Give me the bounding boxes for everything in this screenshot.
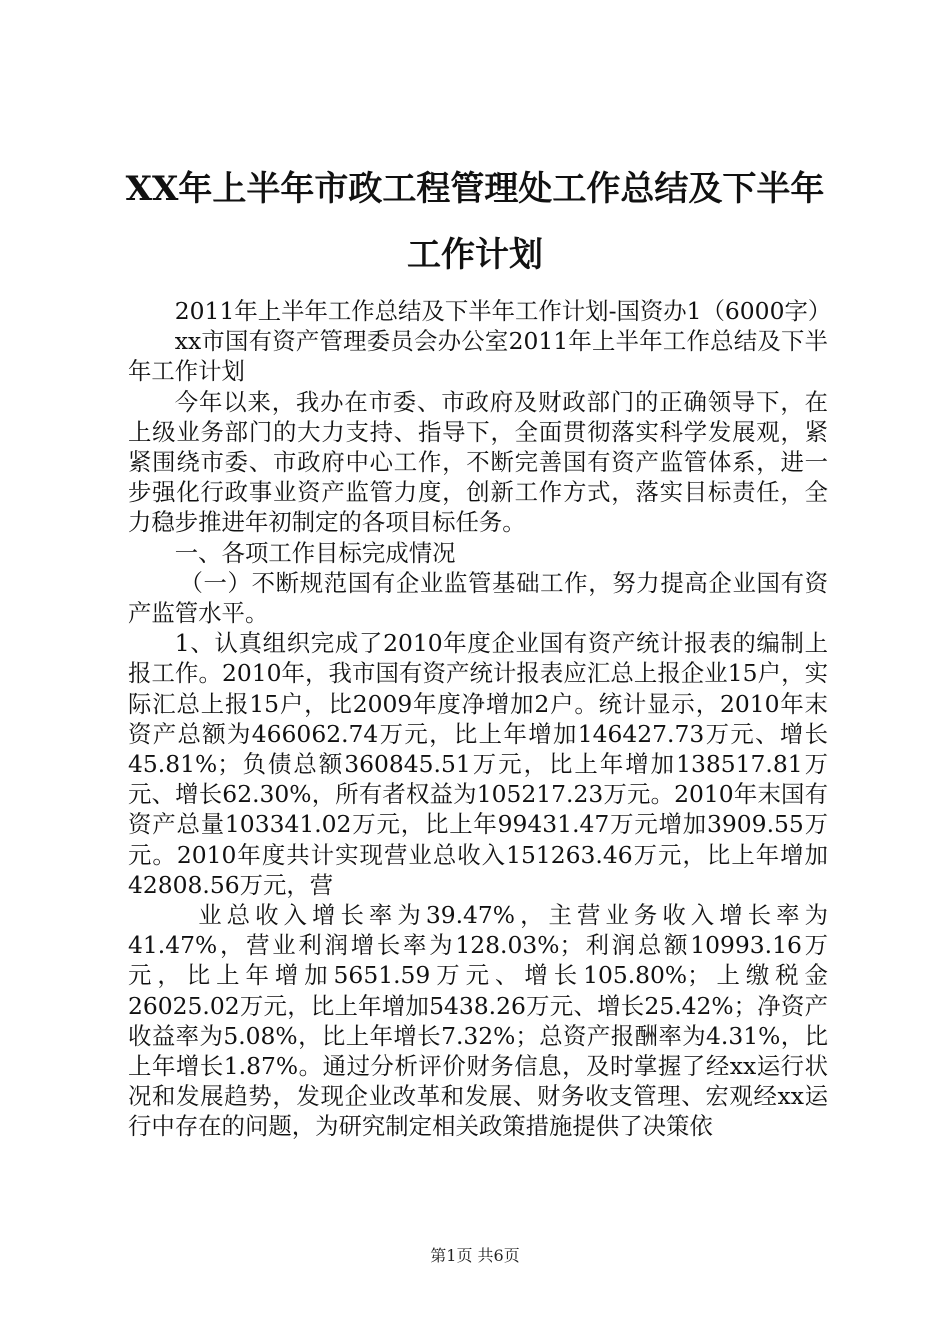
page-footer: 第1页 共6页 [430, 1246, 520, 1265]
document-title: XX年上半年市政工程管理处工作总结及下半年工作计划 [125, 169, 825, 275]
paragraph-statistics-continued: 业总收入增长率为39.47%，主营业务收入增长率为41.47%，营业利润增长率为128.03%；利润总额10993.16万元，比上年增加5651.59万元、增长105.80%；上缴税金26025.02万元，比上年增加5438.26万元、增长25.42%；净资产收益率为5.08%，比上年增长7.32%；总资产报酬率为4.31%，比上年增长1.87%。通过分析评价财务信息，及时掌握了经xx运行状况和发展趋势，发现企业改革和发展、财务收支管理、宏观经xx运行中存在的问题，为研究制定相关政策措施提供了决策依 [128, 901, 828, 1141]
paragraph-office-heading: xx市国有资产管理委员会办公室2011年上半年工作总结及下半年工作计划 [128, 327, 828, 386]
paragraph-statistics: 1、认真组织完成了2010年度企业国有资产统计报表的编制上报工作。2010年，我市国有资产统计报表应汇总上报企业15户，实际汇总上报15户，比2009年度净增加2户。统计显示，2010年末资产总额为466062.74万元，比上年增加146427.73万元、增长45.81%；负债总额360845.51万元，比上年增加138517.81万元、增长62.30%，所有者权益为105217.23万元。2010年末国有资产总量103341.02万元，比上年99431.47万元增加3909.55万元。2010年度共计实现营业总收入151263.46万元，比上年增加42808.56万元，营 [128, 629, 828, 899]
document-body [128, 296, 832, 1142]
paragraph-subtitle: 2011年上半年工作总结及下半年工作计划-国资办1（6000字） [174, 297, 832, 325]
section-heading-1: 一、各项工作目标完成情况 [174, 538, 456, 567]
subsection-heading-1: （一）不断规范国有企业监管基础工作，努力提高企业国有资产监管水平。 [128, 568, 828, 628]
paragraph-intro: 今年以来，我办在市委、市政府及财政部门的正确领导下，在上级业务部门的大力支持、指导下，全面贯彻落实科学发展观，紧紧围绕市委、市政府中心工作，不断完善国有资产监管体系，进一步强化行政事业资产监管力度，创新工作方式，落实目标责任，全力稳步推进年初制定的各项目标任务。 [128, 387, 828, 537]
